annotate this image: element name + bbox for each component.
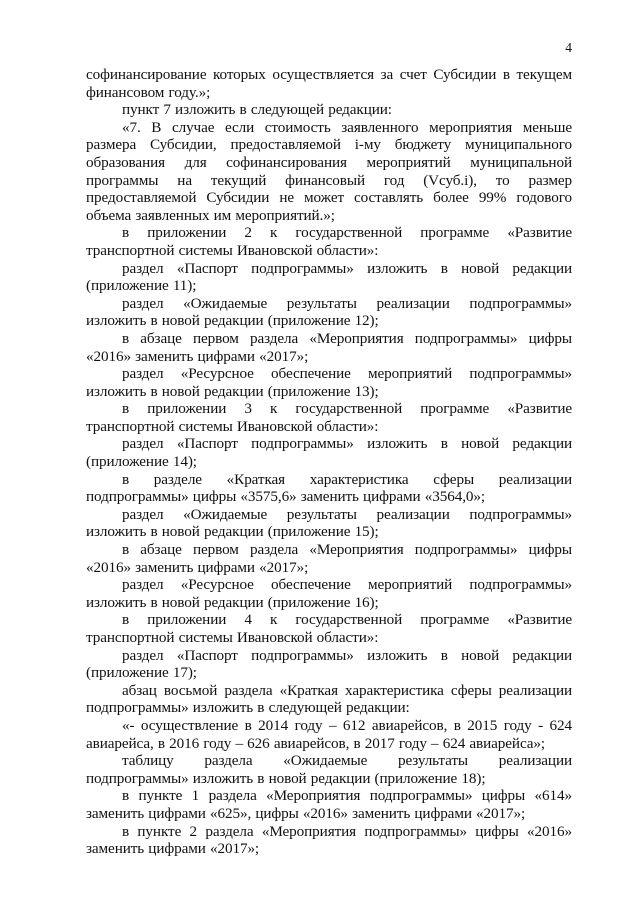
paragraph-item: в пункте 2 раздела «Мероприятия подпрограммы» цифры «2016» заменить цифрами «2017»; — [86, 822, 572, 858]
paragraph-item: раздел «Ресурсное обеспечение мероприятий подпрограммы» изложить в новой редакции (приложение 13); — [86, 365, 572, 400]
paragraph-item: абзац восьмой раздела «Краткая характеристика сферы реализации подпрограммы» изложить в следующей редакции: — [86, 681, 572, 717]
paragraph-item: в пункте 1 раздела «Мероприятия подпрограммы» цифры «614» заменить цифрами «625», цифры «2016» заменить цифрами «2017»; — [86, 787, 572, 822]
paragraph-item: в разделе «Краткая характеристика сферы реализации подпрограммы» цифры «3575,6» заменить цифрами «3564,0»; — [86, 470, 572, 506]
paragraph-item: таблицу раздела «Ожидаемые результаты реализации подпрограммы» изложить в новой редакции (приложение 18); — [86, 752, 572, 787]
paragraph-appendix4: в приложении 4 к государственной программе «Развитие транспортной системы Ивановской области»: — [86, 611, 572, 646]
paragraph-item: раздел «Ожидаемые результаты реализации подпрограммы» изложить в новой редакции (приложение 15); — [86, 505, 572, 541]
paragraph-appendix3: в приложении 3 к государственной программе «Развитие транспортной системы Ивановской области»: — [86, 400, 572, 435]
paragraph-item: раздел «Паспорт подпрограммы» изложить в новой редакции (приложение 14); — [86, 435, 572, 471]
paragraph-appendix2: в приложении 2 к государственной программе «Развитие транспортной системы Ивановской области»: — [86, 224, 572, 259]
paragraph-point7-text: «7. В случае если стоимость заявленного мероприятия меньше размера Субсидии, предоставляемой i-му бюджету муниципального образования для софинансирования мероприятий муниципальной программы на текущий финансовый год (Vсуб.i), то размер предоставляемой Субсидии не может составлять более 99% годового объема заявленных им мероприятий.»; — [86, 118, 572, 224]
paragraph-item: в абзаце первом раздела «Мероприятия подпрограммы» цифры «2016» заменить цифрами «2017»; — [86, 541, 572, 576]
paragraph-item: раздел «Ресурсное обеспечение мероприятий подпрограммы» изложить в новой редакции (приложение 16); — [86, 576, 572, 611]
paragraph-item: раздел «Паспорт подпрограммы» изложить в новой редакции (приложение 11); — [86, 259, 572, 295]
paragraph-point7-intro: пункт 7 изложить в следующей редакции: — [122, 101, 392, 119]
paragraph-item: раздел «Ожидаемые результаты реализации подпрограммы» изложить в новой редакции (приложение 12); — [86, 294, 572, 330]
paragraph-item: в абзаце первом раздела «Мероприятия подпрограммы» цифры «2016» заменить цифрами «2017»; — [86, 329, 572, 365]
document-body — [86, 66, 572, 858]
paragraph-quote: «- осуществление в 2014 году – 612 авиарейсов, в 2015 году - 624 авиарейса, в 2016 году – 626 авиарейсов, в 2017 году – 624 авиарейса»; — [86, 716, 572, 752]
page-number: 4 — [565, 40, 572, 55]
paragraph-item: раздел «Паспорт подпрограммы» изложить в новой редакции (приложение 17); — [86, 646, 572, 682]
paragraph-continuation: софинансирование которых осуществляется за счет Субсидии в текущем финансовом году.»; — [86, 66, 572, 101]
